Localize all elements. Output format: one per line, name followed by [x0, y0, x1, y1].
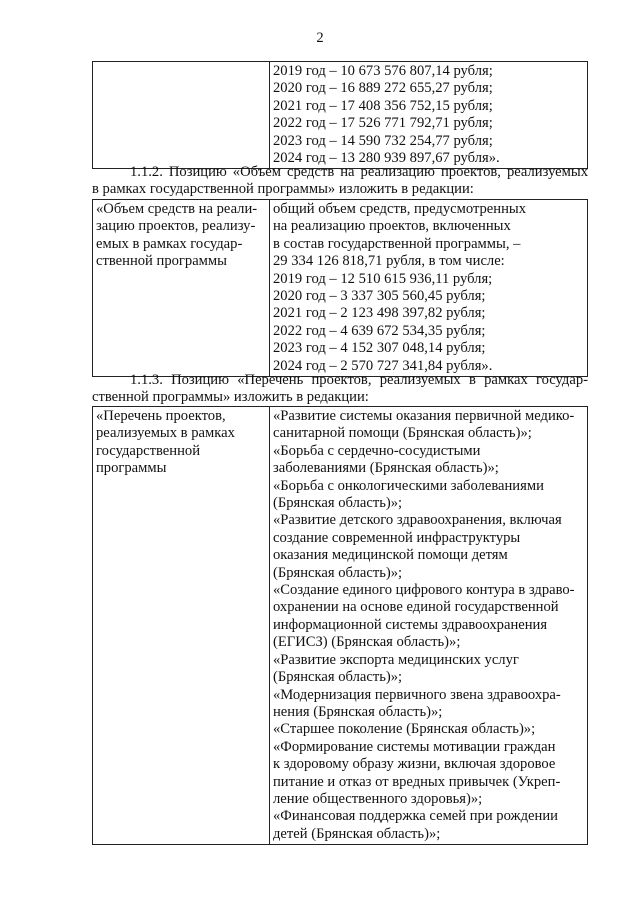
table-line: к здоровому образу жизни, включая здоровое	[273, 756, 556, 773]
table-line: 2021 год – 2 123 498 397,82 рубля;	[273, 305, 486, 322]
table-line: (Брянская область)»;	[273, 669, 403, 686]
table-line: создание современной инфраструктуры	[273, 529, 521, 546]
table-line: ление общественного здоровья)»;	[273, 790, 483, 807]
table-line: «Перечень проектов,	[96, 408, 226, 424]
table-cell-left	[93, 407, 270, 845]
table-cell-right	[270, 200, 588, 377]
table-line: детей (Брянская область)»;	[273, 825, 441, 842]
funding-table-continuation	[92, 61, 588, 169]
table-line: (Брянская область)»;	[273, 564, 403, 581]
table-line: 2024 год – 13 280 939 897,67 рубля».	[273, 150, 500, 167]
table-line: «Финансовая поддержка семей при рождении	[273, 808, 558, 825]
table-line: оказания медицинской помощи детям	[273, 547, 508, 564]
page-number: 2	[316, 30, 324, 46]
project-funding-table	[92, 199, 588, 377]
table-line: «Развитие экспорта медицинских услуг	[273, 651, 519, 668]
table-line: 2024 год – 2 570 727 341,84 рубля».	[273, 357, 493, 374]
paragraph-1-1-3	[92, 372, 588, 407]
table-line: общий объем средств, предусмотренных	[273, 201, 527, 217]
table-line: программы	[96, 460, 167, 477]
project-list-table	[92, 406, 588, 845]
table-line: питание и отказ от вредных привычек (Укреп-	[273, 773, 561, 790]
paragraph-line: ственной программы» изложить в редакции:	[92, 389, 369, 406]
paragraph-1-1-2	[92, 164, 588, 199]
table-line: 29 334 126 818,71 рубля, в том числе:	[273, 253, 505, 270]
table-row	[93, 200, 588, 377]
table-line: емых в рамках государ-	[96, 235, 243, 252]
table-line: «Борьба с сердечно-сосудистыми	[273, 442, 481, 459]
table-line: «Развитие детского здравоохранения, включая	[273, 512, 562, 529]
table-line: «Модернизация первичного звена здравоохра-	[273, 686, 561, 703]
table-line: на реализацию проектов, включенных	[273, 218, 511, 235]
table-line: (Брянская область)»;	[273, 495, 403, 512]
table-line: (ЕГИСЗ) (Брянская область)»;	[273, 634, 461, 651]
table-cell-left	[93, 200, 270, 377]
paragraph-line: в рамках государственной программы» изложить в редакции:	[92, 181, 474, 198]
table-line: 2023 год – 14 590 732 254,77 рубля;	[273, 132, 493, 149]
table-line: 2022 год – 17 526 771 792,71 рубля;	[273, 115, 493, 132]
paragraph-line: 1.1.2. Позицию «Объем средств на реализацию проектов, реализуемых	[130, 164, 588, 180]
paragraph-line: 1.1.3. Позицию «Перечень проектов, реализуемых в рамках государ-	[130, 372, 588, 388]
table-line: 2023 год – 4 152 307 048,14 рубля;	[273, 340, 486, 357]
table-line: зацию проектов, реализу-	[96, 218, 256, 235]
table-line: реализуемых в рамках	[96, 425, 235, 442]
table-line: государственной	[96, 442, 201, 459]
table-row	[93, 62, 588, 169]
table-line: «Развитие системы оказания первичной медико-	[273, 408, 575, 424]
table-line: охранении на основе единой государственной	[273, 599, 559, 616]
table-line: 2019 год – 12 510 615 936,11 рубля;	[273, 270, 493, 287]
table-cell-right	[270, 62, 588, 169]
table-line: «Борьба с онкологическими заболеваниями	[273, 477, 544, 494]
table-cell-left	[93, 62, 270, 169]
table-line: «Формирование системы мотивации граждан	[273, 738, 556, 755]
table-line: «Создание единого цифрового контура в здраво-	[273, 582, 575, 599]
table-line: нения (Брянская область)»;	[273, 703, 443, 720]
table-line: 2020 год – 16 889 272 655,27 рубля;	[273, 80, 493, 97]
table-line: санитарной помощи (Брянская область)»;	[273, 425, 532, 442]
table-line: в состав государственной программы, –	[273, 235, 521, 252]
table-cell-right	[270, 407, 588, 845]
table-line: 2022 год – 4 639 672 534,35 рубля;	[273, 322, 486, 339]
table-line: ственной программы	[96, 253, 227, 270]
table-row	[93, 407, 588, 845]
table-line: 2021 год – 17 408 356 752,15 рубля;	[273, 97, 493, 114]
table-line: 2020 год – 3 337 305 560,45 рубля;	[273, 288, 486, 305]
table-line: информационной системы здравоохранения	[273, 616, 548, 633]
table-line: заболеваниями (Брянская область)»;	[273, 460, 499, 477]
table-line: «Старшее поколение (Брянская область)»;	[273, 721, 536, 738]
table-line: «Объем средств на реали-	[96, 201, 258, 217]
table-line: 2019 год – 10 673 576 807,14 рубля;	[273, 63, 493, 79]
